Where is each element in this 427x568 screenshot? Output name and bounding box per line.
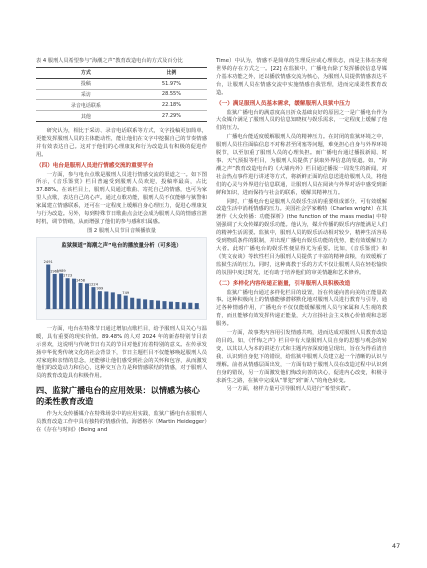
chart-bar bbox=[53, 274, 57, 309]
chart-data-label: 2491 bbox=[43, 259, 53, 264]
table-cell-percent: 22.18% bbox=[136, 100, 207, 111]
chart-bar bbox=[175, 302, 179, 309]
table-row bbox=[36, 100, 207, 111]
chart-bar bbox=[124, 296, 128, 309]
figure-2-caption: 图 2 服刑人员节目音频播放量 bbox=[87, 227, 156, 234]
chart-bar bbox=[98, 291, 102, 309]
table-cell-percent: 27.29% bbox=[136, 111, 207, 122]
chart-data-label: 1458 bbox=[75, 278, 86, 283]
right-column bbox=[216, 58, 387, 395]
chart-data-label: 1224 bbox=[88, 282, 99, 287]
section-subheading: （一）满足服刑人员基本需求，缓解服刑人员狱中压力 bbox=[216, 100, 351, 107]
body-paragraph: 另一方面，榜样力量可引导服刑人员进行“希望实践”。 bbox=[226, 386, 354, 393]
chart-bar bbox=[66, 278, 70, 309]
chart-bar bbox=[182, 302, 186, 309]
chart-bar bbox=[117, 294, 121, 309]
table-header-percent: 比例 bbox=[136, 68, 207, 79]
table-row bbox=[36, 111, 207, 122]
chart-data-label: 1723 bbox=[63, 273, 73, 278]
chart-bar bbox=[188, 303, 192, 309]
chart-bar bbox=[79, 283, 83, 309]
section-subheading: （四）电台是服刑人员进行情感交流的重要平台 bbox=[36, 162, 154, 169]
left-column bbox=[36, 58, 207, 436]
section-subheading: （二）多样化内容传递正能量，引导服刑人员积极改造 bbox=[216, 280, 351, 287]
body-paragraph: 研究认为，相比于采访、录音电话联系等方式，文字投稿更加简单，更能发挥服刑人员的主体能动性，能让他们在文字中挖掘自己的节奏情感并有效表达自己。这对于他们的心理康复和行为改造具有积极的促进作用。 bbox=[36, 127, 207, 158]
table-cell-method: 录音电话联系 bbox=[36, 100, 136, 111]
table-header-method: 方式 bbox=[36, 68, 136, 79]
participation-method-table bbox=[36, 67, 207, 122]
chart-bar bbox=[156, 300, 160, 308]
body-paragraph: 一方面，参与电台点歌是服刑人员进行情感交流的渠道之一。如下图所示，《音乐鉴赏》栏目普遍受到服刑人员欢迎，投稿率最高，占比 37.88%。在该栏目上，服刑人员通过歌曲、寄托自己的情感，也可为家里人点歌，表达自己的心声。通过点歌功能，服刑人员不仅能够与狱警和家属建立情感联系，还可在一定程度上缓解自身心理压力，促进心理康复与行为改造。另外，每到特殊节日歌曲点会还会成为服刑人员的情感宣泄时机，调节情绪，从而增强了他们的参与感和归属感。 bbox=[36, 171, 207, 225]
body-paragraph: 同时，广播电台也是服刑人员娱乐生活的重要组成部分，可有效缓解改造生活中消耗情感的压力。美国社会学家赖特（Charles wright）在其著作《大众传播：功能探析》(the function of the mass media) 中特别强调了大众传媒的娱乐功能。他认为，媒介传播的娱乐内容能满足人们的精神生活需要。监狱中，服刑人员的娱乐活动相对较少，精神生活容易受到物质条件的限制，并出现广播电台娱乐功能的优势，能有效缓解压力大者。此时广播电台的娱乐性便显得尤为重要。比如，《音乐鉴赏》和《笑文夜谈》等软性栏目为服刑人员提供了丰富的精神食粮，有效缓解了监狱生活的压力。同时，这种离教于乐的方式不仅让服刑人员在轻松愉快的氛围中度过时光，还有助于培养他们的审美情趣和艺术修养。 bbox=[216, 198, 387, 276]
chart-bar bbox=[72, 279, 76, 309]
chart-bar bbox=[195, 303, 199, 309]
chart-title: 监狱频道“海潮之声”电台的播放量分析（可多选） bbox=[61, 242, 182, 249]
chart-data-label: 749 bbox=[122, 290, 130, 295]
body-paragraph: 一方面，故事类内容用引发情感共鸣，进而达成对服刑人员教育改造的目的。如，《忏悔之声》栏目中有大量服刑人员自身的思想与观念的转变，以其以人为本的讲述方式和主题内容深度地呈现出，旨在为得看清自我、认识到自身犯下的错误，给监狱中服刑人员建立起一个清晰的认识与理解。前者从情感层面出发，一方面有助于服刑人员在改造过程中认识到自身的错误，另一方面激发他们悔改向善的决心，促进内心改变，积极寻求新生之路，在狱中完成从“罪犯”到“新人”的角色转变。 bbox=[216, 330, 387, 384]
body-paragraph: 一方面，电台在特殊节日通过增加点歌栏目，给予服刑人员关心与温暖，具有重要的现实价值。89.48% 的人对 2024 年的新春特别节目表示喜欢，这说明与传统节日有关的节目对他们有着特别的意义。在传承发扬中华优秀传统文化的社会背景下，节日主题栏目不仅能够唤起服刑人员对家庭和亲情的思念，还能够让他们感受到社会的关怀和包容，从而激发他们的改造动力和信心，这种交互合力是和情感联结的情感，对于服刑人员的教育改造具有积极作用。 bbox=[36, 325, 207, 380]
bar-chart-svg bbox=[37, 249, 206, 315]
chart-bar bbox=[137, 299, 141, 309]
page-number: 47 bbox=[392, 542, 401, 550]
body-paragraph: 监狱广播电台通过多样化栏目的设置，旨在传递向善向美的正能量故事。这种积极向上的情感能够潜移默化地对服刑人员进行教育与引导，通过各种情感作用，广播电台不仅仅能缓解服刑人员与家属和人生观的教育，而且能够有效发挥传递正能量，大力宣扬社会主义核心价值观和志愿服务。 bbox=[216, 289, 387, 328]
body-paragraph: 作为大众传播媒介在特殊场景中的应用实践，监狱广播电台在服刑人员教育改造工作中具有独特的情感价值。海德格尔（Martin Heidegger）在《存在与时间》(Being and bbox=[36, 411, 207, 434]
body-paragraph: 监狱广播电台的满意度高且折众基础良好的原因之一是广播电台作为大众媒介满足了服刑人员的信息知晓权与娱乐需求，一定程度上缓解了他们的压力。 bbox=[216, 109, 387, 132]
table-cell-method: 其他 bbox=[36, 111, 136, 122]
chart-bar bbox=[59, 273, 63, 309]
chart-data-label: 1962 bbox=[50, 269, 60, 274]
chart-data-label: 1989 bbox=[56, 268, 66, 273]
chart-bar bbox=[85, 283, 89, 309]
table-cell-method: 采访 bbox=[36, 89, 136, 100]
chart-bar bbox=[143, 299, 147, 309]
table-cell-percent: 51.97% bbox=[136, 78, 207, 89]
chart-bar bbox=[111, 292, 115, 309]
table-header-row bbox=[36, 68, 207, 79]
chart-data-label: 999 bbox=[96, 286, 104, 291]
chart-bar bbox=[169, 302, 173, 309]
body-paragraph: 广播电台能适度缓解服刑人员的精神压力。在封闭的监狱环境之中，服刑人员往往面临信息不对称甚至闭塞等问题，难免担心自身与外界环境脱节，以至加重了服刑人员的心理负担。而广播电台通过播报新闻、时事、天气预报等栏目，为服刑人员提供了获取外界信息的渠道。如，“海潮之声”教育改造电台的《大墙内外》栏目通过播报一周发生的新闻，对社会热点事件进行讲述等方式，将新鲜正面的信息送进给服刑人员，将他们的心灵与外界进行信息联通，让服刑人员在阅读与外界对话中感受到新鲜和知识，进而保持与社会的联系，缓解其精神压力。 bbox=[216, 134, 387, 196]
chart-bar bbox=[150, 300, 154, 309]
table-row bbox=[36, 78, 207, 89]
table-cell-method: 投稿 bbox=[36, 78, 136, 89]
table-4-caption: 表 4 服刑人员希望参与“海潮之声”教育改造电台的方式及百分比 bbox=[36, 58, 183, 64]
chart-bar bbox=[162, 301, 166, 309]
chart-bar bbox=[91, 287, 95, 309]
table-cell-percent: 28.55% bbox=[136, 89, 207, 100]
playback-chart bbox=[36, 237, 207, 320]
body-paragraph: Time）中认为，情感不是简单的生理反应或心理状态，而是主体在客观世界的存在方式之一。[22] 在监狱中，广播电台除了发挥播放信息导媒介基本功能之外，还以播放情感交流为核心，为服刑人员提供情感表达平台，让服刑人员在情感交流中实施情感自我管理，进而完成柔性教育改造。 bbox=[216, 58, 387, 96]
chart-bar bbox=[104, 291, 108, 309]
section-heading: 四、监狱广播电台的应用效果：以情感为核心的柔性教育改造 bbox=[36, 385, 200, 407]
table-row bbox=[36, 89, 207, 100]
chart-bar bbox=[130, 298, 134, 309]
